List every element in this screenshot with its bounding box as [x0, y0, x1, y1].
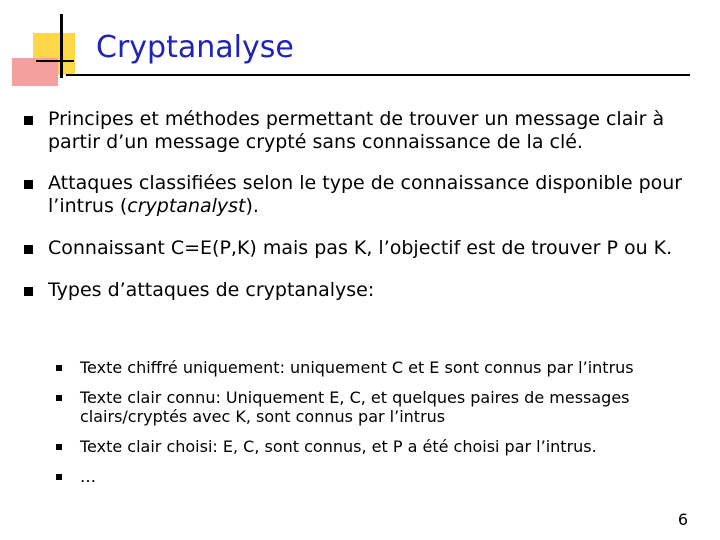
bullet-text: Principes et méthodes permettant de trouver un message clair à partir d’un message crypté sans connaissance de la clé. — [48, 108, 665, 153]
bullet-item — [22, 108, 702, 154]
small-square-bullet-icon — [56, 474, 62, 480]
sub-bullet-list — [22, 358, 702, 486]
small-square-bullet-icon — [56, 444, 62, 450]
square-bullet-icon — [24, 116, 33, 125]
bullet-text: Attaques classifiées selon le type de connaissance disponible pour l’intrus ( — [48, 172, 683, 217]
bullet-text-end: ). — [245, 195, 259, 217]
bullet-text: Types d’attaques de cryptanalyse: — [48, 279, 375, 301]
sub-bullet-text: … — [80, 467, 96, 486]
sub-bullet-item — [52, 467, 702, 486]
bullet-item — [22, 279, 702, 302]
small-square-bullet-icon — [56, 365, 62, 371]
bullet-item — [22, 237, 702, 260]
square-bullet-icon — [24, 287, 33, 296]
slide-title: Cryptanalyse — [96, 30, 294, 65]
square-bullet-icon — [24, 180, 33, 189]
bullet-text: Connaissant C=E(P,K) mais pas K, l’objectif est de trouver P ou K. — [48, 237, 673, 259]
page-number: 6 — [677, 510, 688, 529]
logo-horizontal-line — [36, 60, 74, 62]
square-bullet-icon — [24, 245, 33, 254]
sub-bullet-item — [52, 358, 702, 377]
bullet-italic-text: cryptanalyst — [127, 195, 246, 217]
sub-bullet-text: Texte clair choisi: E, C, sont connus, et P a été choisi par l’intrus. — [80, 437, 597, 456]
sub-bullet-text: Texte clair connu: Uniquement E, C, et quelques paires de messages clairs/cryptés avec K, sont connus par l’intrus — [80, 388, 630, 426]
logo-red-rectangle — [12, 58, 58, 86]
title-underline — [66, 74, 690, 76]
sub-bullet-text: Texte chiffré uniquement: uniquement C et E sont connus par l’intrus — [80, 358, 634, 377]
logo-vertical-line — [60, 14, 63, 78]
bullet-item — [22, 172, 702, 218]
bullet-list — [22, 108, 702, 302]
small-square-bullet-icon — [56, 395, 62, 401]
sub-bullet-item — [52, 388, 702, 426]
sub-bullet-item — [52, 437, 702, 456]
